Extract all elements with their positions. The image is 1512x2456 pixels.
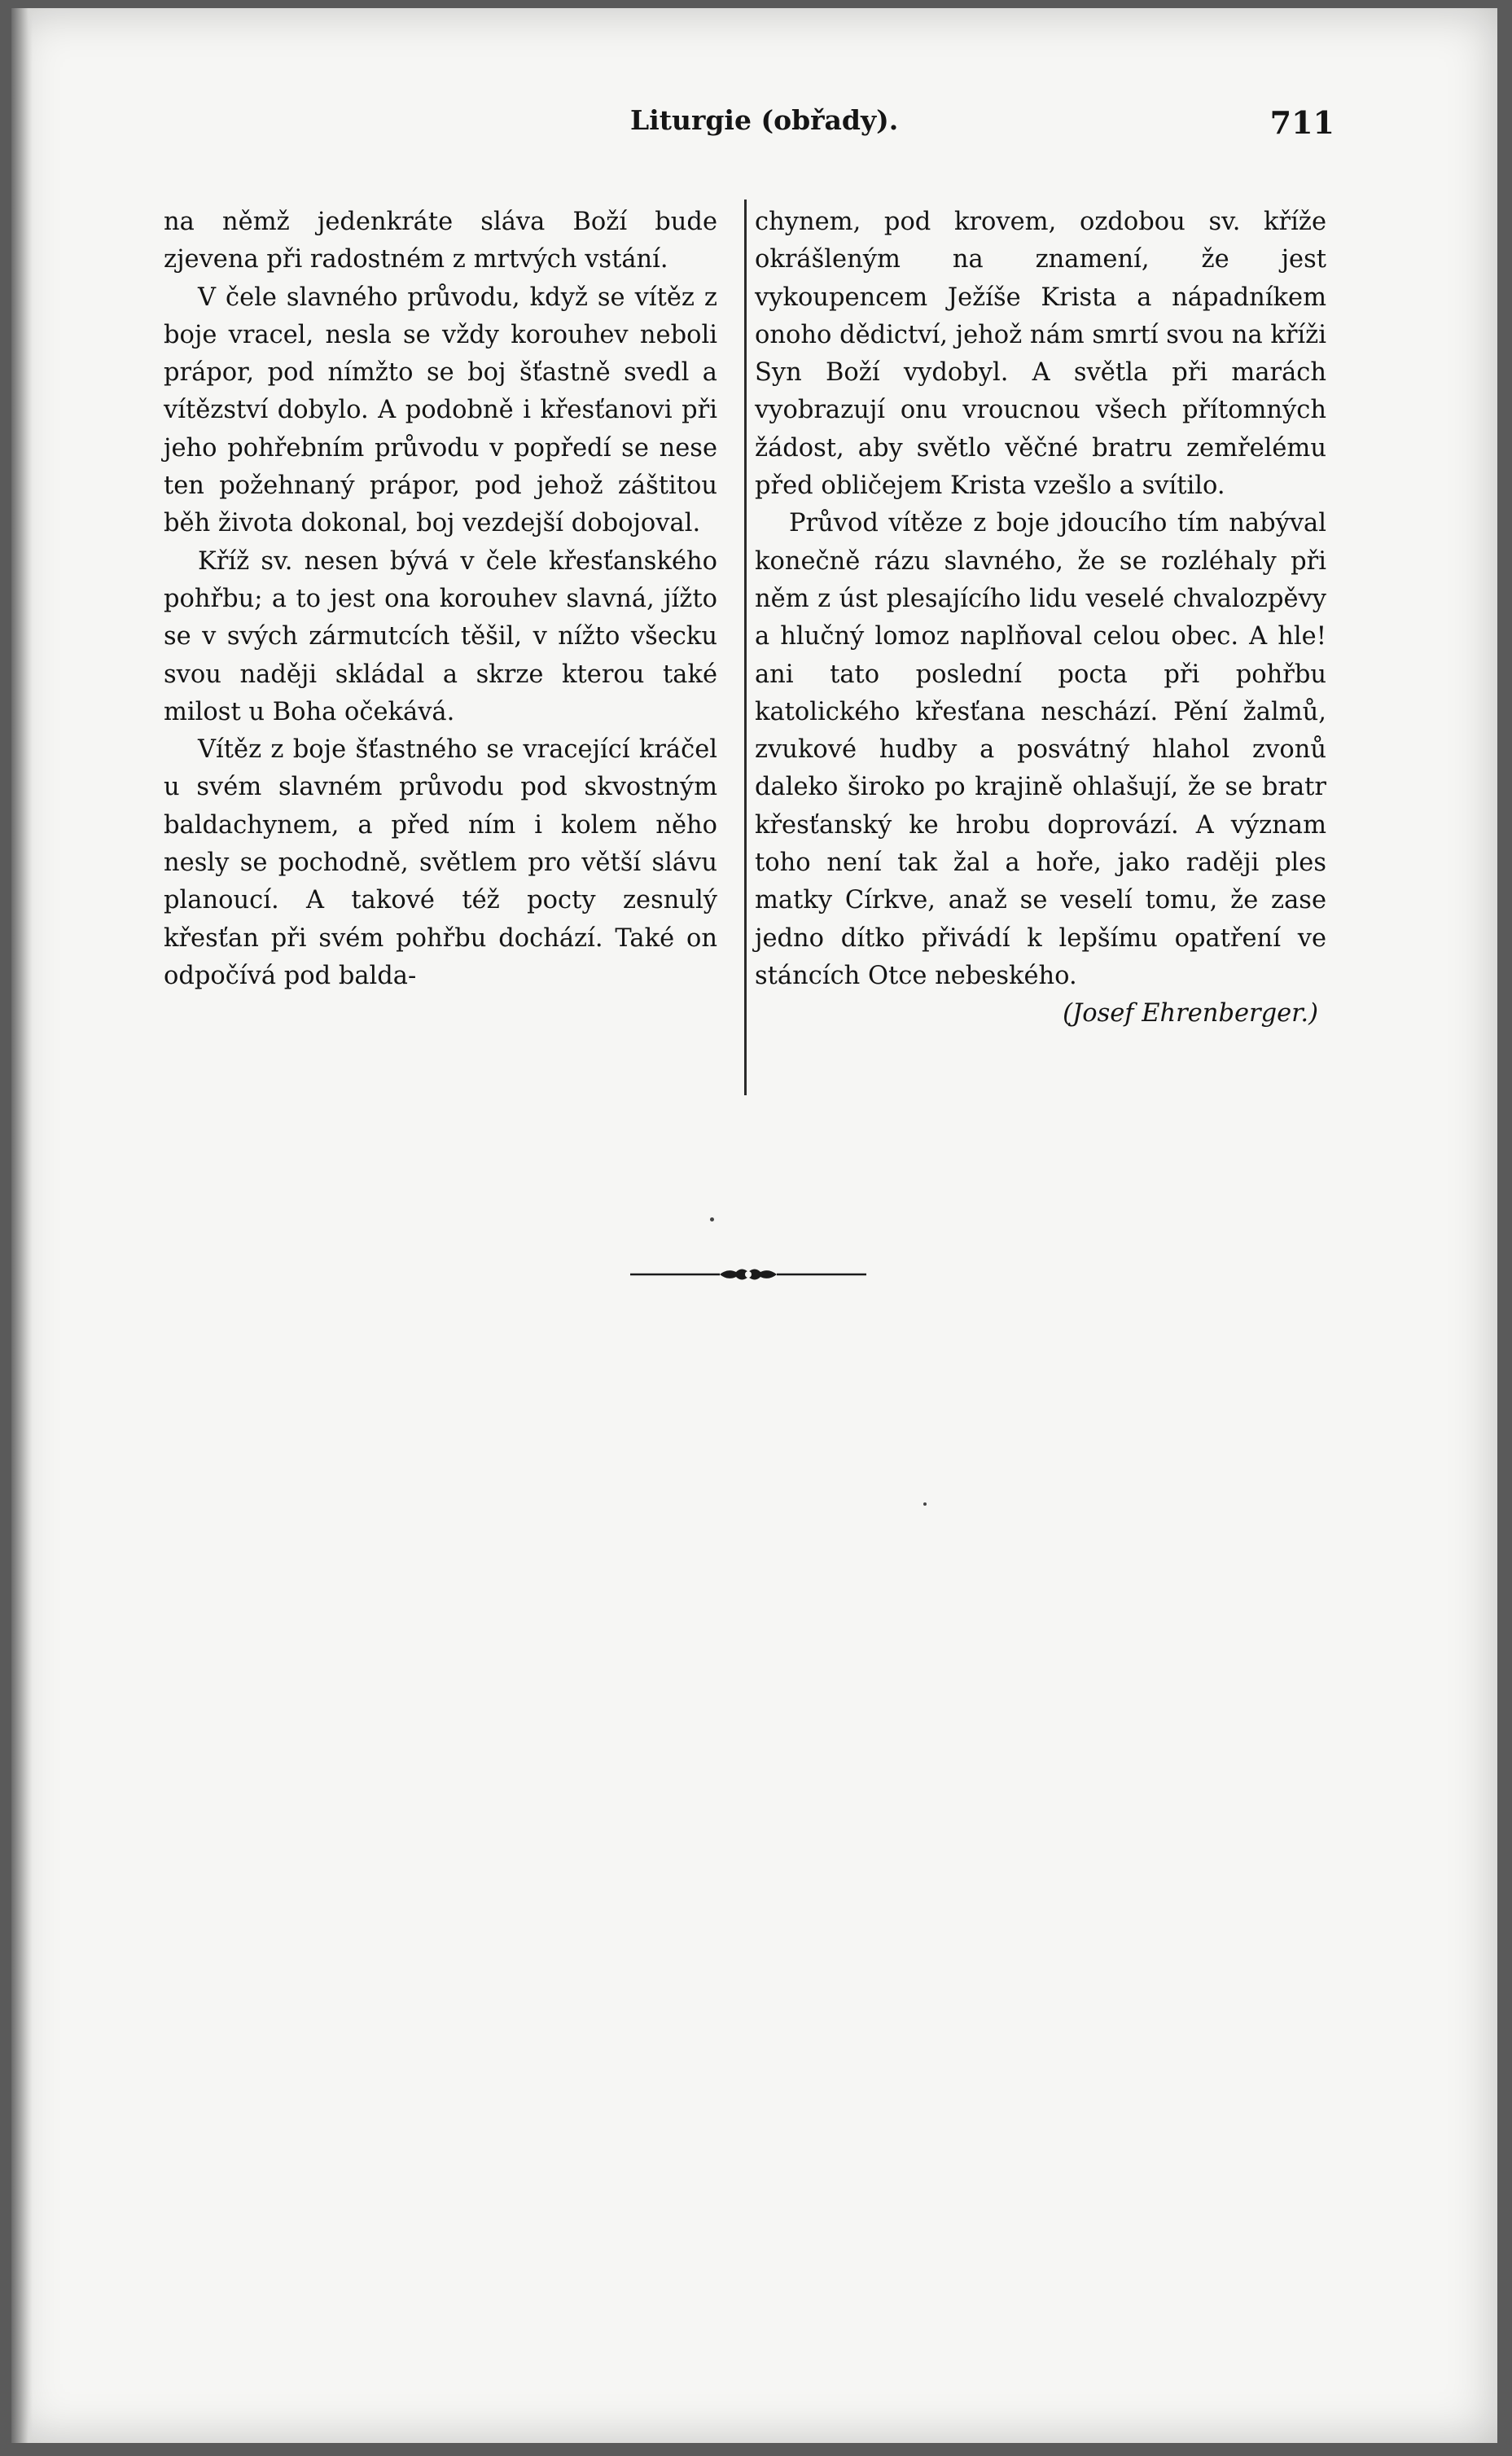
book-page — [11, 8, 1497, 2443]
paragraph: Kříž sv. nesen bývá v čele křesťanského pohřbu; a to jest ona korouhev slavná, jížto se v svých zármutcích těšil, v nížto všecku svou naději skládal a skrze kterou také milost u Boha očekává. — [164, 546, 717, 726]
fleuron-divider-icon — [630, 1262, 866, 1290]
paragraph: na němž jedenkráte sláva Boží bude zjevena při radostném z mrtvých vstání. — [164, 208, 717, 274]
author-signature: (Josef Ehrenberger.) — [1063, 999, 1318, 1028]
print-speck — [923, 1502, 927, 1506]
page-number: 711 — [1269, 104, 1335, 141]
running-head: Liturgie (obřady). — [630, 104, 899, 136]
left-column — [164, 204, 717, 995]
right-column — [755, 204, 1326, 1033]
paragraph: Průvod vítěze z boje jdoucího tím nabýval konečně rázu slavného, že se rozléhaly při něm z úst plesajícího lidu veselé chvalozpěvy a hlučný lomoz naplňoval celou obec. A hle! ani tato poslední pocta při pohřbu katolického křesťana neschází. Pění žalmů, zvukové hudby a posvátný hlahol zvonů daleko široko po krajině ohlašují, že se bratr křesťanský ke hrobu doprovází. A význam toho není tak žal a hoře, jako raději ples matky Církve, anaž se veselí tomu, že zase jedno dítko přivádí k lepšímu opatření ve stáncích Otce nebeského. — [755, 509, 1326, 990]
paragraph: V čele slavného průvodu, když se vítěz z boje vracel, nesla se vždy korouhev neboli prápor, pod nímžto se boj šťastně svedl a vítězství dobylo. A podobně i křesťanovi při jeho pohřebním průvodu v popředí se nese ten požehnaný prápor, pod jehož záštitou běh života dokonal, boj vezdejší dobojoval. — [164, 283, 717, 538]
print-speck — [710, 1217, 714, 1221]
page-header — [618, 104, 1335, 153]
paragraph: chynem, pod krovem, ozdobou sv. kříže okrášleným na znamení, že jest vykoupencem Ježíše Krista a nápadníkem onoho dědictví, jehož nám smrtí svou na kříži Syn Boží vydobyl. A světla při marách vyobrazují onu vroucnou všech přítomných žádost, aby světlo věčné bratru zemřelému před obličejem Krista vzešlo a svítilo. — [755, 208, 1326, 501]
column-divider — [744, 200, 747, 1095]
paragraph: Vítěz z boje šťastného se vracející kráčel u svém slavném průvodu pod skvostným baldachynem, a před ním i kolem něho nesly se pochodně, světlem pro větší slávu planoucí. A takové též pocty zesnulý křesťan při svém pohřbu dochází. Také on odpočívá pod balda- — [164, 735, 717, 990]
